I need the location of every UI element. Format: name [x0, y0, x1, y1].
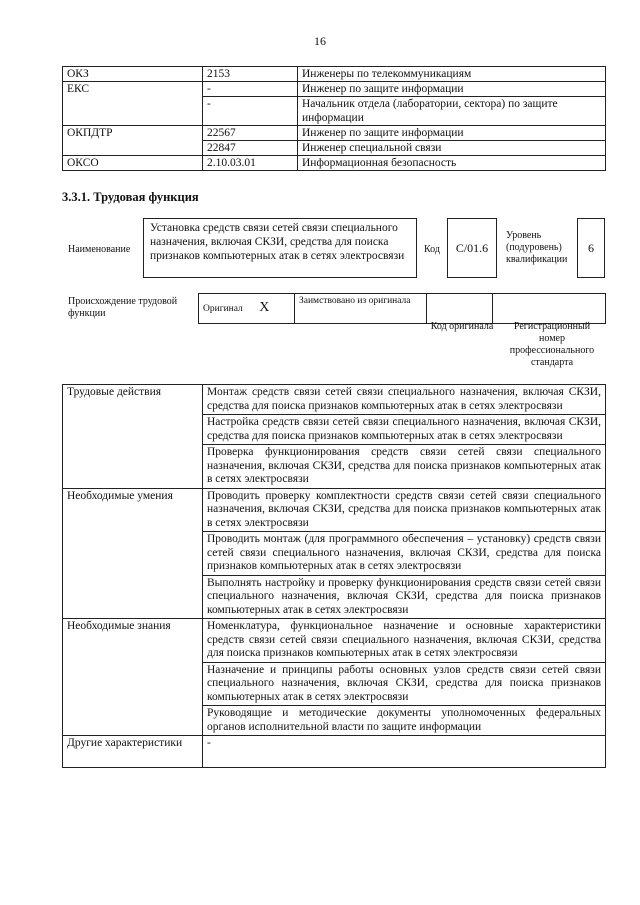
other-value: - — [203, 736, 606, 768]
table-row — [199, 294, 606, 324]
table-row — [63, 156, 606, 171]
num-cell: 2153 — [203, 67, 298, 82]
action-item: Монтаж средств связи сетей связи специального назначения, включая СКЗИ, средства для поиска признаков компьютерных атак в сетях электросвязи — [203, 385, 606, 415]
code-value-box: C/01.6 — [447, 218, 497, 278]
level-label: Уровень (подуровень) квалификации — [506, 230, 568, 265]
level-value-box: 6 — [577, 218, 605, 278]
name-cell: Начальник отдела (лаборатории, сектора) по защите информации — [298, 97, 606, 126]
reg-number-cell — [493, 294, 606, 324]
function-name-box: Установка средств связи сетей связи специального назначения, включая СКЗИ, средства для поиска признаков компьютерных атак в сетях электросвязи — [143, 218, 417, 278]
original-mark: X — [259, 300, 270, 315]
other-header: Другие характеристики — [63, 736, 203, 768]
num-cell: - — [203, 82, 298, 97]
knowledge-item: Номенклатура, функциональное назначение и основные характеристики средств связи сетей связи специального назначения, включая СКЗИ, средства для поиска признаков компьютерных атак в сетях электросвязи — [203, 619, 606, 663]
name-cell: Инженер по защите информации — [298, 126, 606, 141]
table-row — [63, 619, 606, 663]
code-cell: ЕКС — [63, 82, 203, 126]
num-cell: 22567 — [203, 126, 298, 141]
borrowed-label: Заимствовано из оригинала — [295, 294, 427, 324]
table-row — [63, 126, 606, 141]
table-row — [63, 82, 606, 97]
code-label: Код — [424, 244, 440, 255]
skills-header: Необходимые умения — [63, 488, 203, 619]
code-original-cell — [427, 294, 493, 324]
num-cell: - — [203, 97, 298, 126]
name-cell: Инженеры по телекоммуникациям — [298, 67, 606, 82]
table-row — [63, 67, 606, 82]
knowledge-item: Руководящие и методические документы уполномоченных федеральных органов исполнительной власти по защите информации — [203, 706, 606, 736]
codes-table — [62, 66, 606, 171]
table-row — [63, 385, 606, 415]
table-row — [63, 488, 606, 532]
num-cell: 22847 — [203, 141, 298, 156]
knowledge-header: Необходимые знания — [63, 619, 203, 736]
actions-header: Трудовые действия — [63, 385, 203, 489]
skill-item: Проводить монтаж (для программного обеспечения – установку) средств связи сетей связи специального назначения, включая СКЗИ, средства для поиска признаков компьютерных атак в сетях электросвязи — [203, 532, 606, 576]
name-label: Наименование — [68, 244, 131, 255]
skill-item: Проводить проверку комплектности средств связи сетей связи специального назначения, включая СКЗИ, средства для поиска признаков компьютерных атак в сетях электросвязи — [203, 488, 606, 532]
action-item: Проверка функционирования средств связи сетей связи специального назначения, включая СКЗИ, средства для поиска признаков компьютерных атак в сетях электросвязи — [203, 445, 606, 489]
section-title: 3.3.1. Трудовая функция — [62, 190, 199, 204]
origin-table — [198, 293, 606, 324]
knowledge-item: Назначение и принципы работы основных узлов средств связи сетей связи специального назначения, включая СКЗИ, средства для поиска признаков компьютерных атак в сетях электросвязи — [203, 662, 606, 706]
name-cell: Инженер по защите информации — [298, 82, 606, 97]
code-cell: ОКПДТР — [63, 126, 203, 156]
code-cell: ОКЗ — [63, 67, 203, 82]
skill-item: Выполнять настройку и проверку функционирования средств связи сетей связи специального назначения, включая СКЗИ, средства для поиска признаков компьютерных атак в сетях электросвязи — [203, 575, 606, 619]
origin-label: Происхождение трудовой функции — [68, 296, 178, 319]
table-row — [63, 736, 606, 768]
num-cell: 2.10.03.01 — [203, 156, 298, 171]
page-number: 16 — [314, 34, 326, 48]
code-original-caption: Код оригинала — [430, 321, 494, 332]
name-cell: Информационная безопасность — [298, 156, 606, 171]
action-item: Настройка средств связи сетей связи специального назначения, включая СКЗИ, средства для поиска признаков компьютерных атак в сетях электросвязи — [203, 415, 606, 445]
code-cell: ОКСО — [63, 156, 203, 171]
reg-number-caption: Регистрационный номер профессионального стандарта — [509, 321, 595, 368]
original-label: Оригинал — [203, 304, 243, 314]
function-details-table — [62, 384, 606, 768]
name-cell: Инженер специальной связи — [298, 141, 606, 156]
